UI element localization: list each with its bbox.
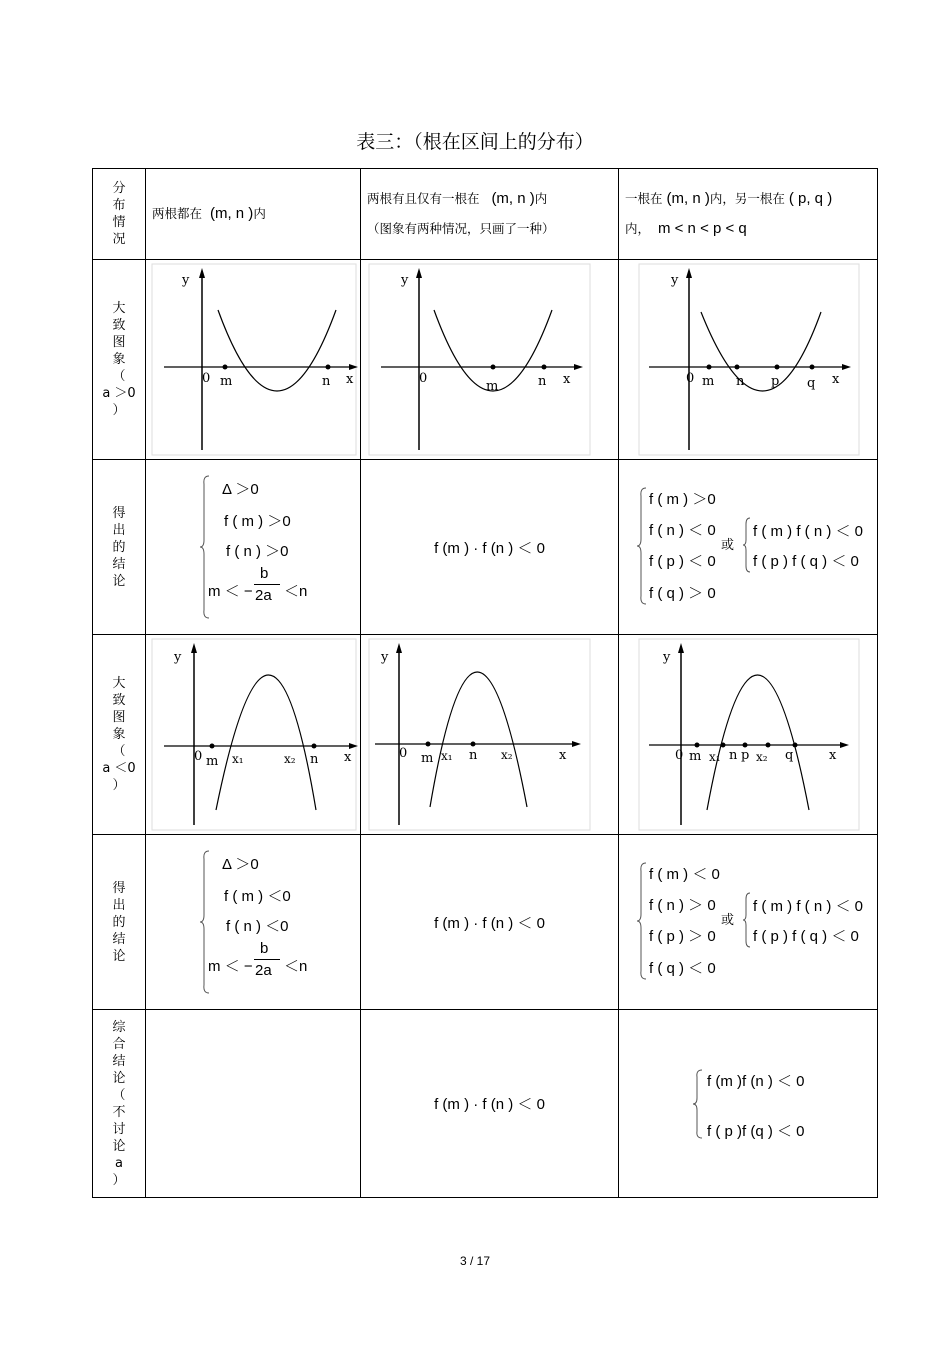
row-label-summary: 综 合 结 论 （ 不 讨 论 a ）: [93, 1010, 146, 1198]
svg-text:x₁: x₁: [232, 752, 244, 766]
condition-cell-pos-1: [146, 460, 361, 635]
condition-system-neg-3: f ( m ) ＜ 0 f ( n ) ＞ 0 f ( p ) ＞ 0 f ( q ) ＜ 0 或 f ( m ) f ( n ) ＜ 0 f ( p ) f ( q ) ＜ 0: [619, 847, 877, 997]
row-label-graph-a-negative: 大 致 图 象 （ a ＜0 ）: [93, 635, 146, 835]
condition-cell-pos-2: f (m ) · f (n ) ＜ 0: [361, 460, 619, 635]
svg-text:m: m: [206, 754, 219, 769]
header-col-one-root: 两根有且仅有一根在 (m, n )内 （图象有两种情况，只画了一种）: [361, 169, 619, 260]
svg-text:0: 0: [686, 371, 695, 386]
svg-text:0: 0: [419, 371, 428, 386]
svg-text:x: x: [829, 748, 837, 763]
header-col-both-roots: 两根都在 (m, n )内: [146, 169, 361, 260]
svg-text:y: y: [174, 650, 182, 665]
svg-text:x: x: [832, 372, 840, 387]
condition-system-neg-1: Δ ＞0 f ( m ) ＜0 f ( n ) ＜0 m ＜ − b 2a ＜n: [200, 847, 360, 997]
svg-text:x₁: x₁: [709, 750, 721, 764]
left-brace-icon: [743, 891, 751, 949]
svg-text:0: 0: [399, 746, 408, 761]
parabola-up-one-root-graph: [361, 260, 618, 459]
graph-cell-neg-2: [361, 635, 619, 835]
svg-text:m: m: [486, 379, 499, 394]
condition-system-pos-1: Δ ＞0 f ( m ) ＞0 f ( n ) ＞0 m ＜ − b 2a ＜n: [200, 472, 360, 622]
summary-row: [93, 1010, 878, 1198]
svg-text:0: 0: [675, 748, 684, 763]
svg-text:y: y: [182, 273, 190, 288]
graph-row-a-positive: [93, 260, 878, 460]
page-title: 表三：（根在区间上的分布）: [356, 131, 594, 153]
svg-text:q: q: [807, 376, 816, 391]
svg-text:0: 0: [202, 371, 211, 386]
svg-text:x: x: [344, 750, 352, 765]
svg-text:y: y: [663, 650, 671, 665]
condition-system-pos-3: f ( m ) ＞0 f ( n ) ＜ 0 f ( p ) ＜ 0 f ( q ) ＞ 0 或 f ( m ) f ( n ) ＜ 0 f ( p ) f ( q ) ＜ 0: [619, 472, 877, 622]
root-distribution-table: [92, 168, 878, 1198]
graph-cell-neg-3: [619, 635, 878, 835]
svg-text:n: n: [538, 374, 547, 389]
summary-cell-col2: f (m ) · f (n ) ＜ 0: [361, 1010, 619, 1198]
svg-text:y: y: [671, 273, 679, 288]
svg-text:m: m: [689, 749, 702, 764]
left-brace-icon: [637, 861, 647, 981]
parabola-up-two-intervals-graph: [619, 260, 877, 459]
condition-cell-neg-1: [146, 835, 361, 1010]
result-row-a-negative: [93, 835, 878, 1010]
svg-text:y: y: [401, 273, 409, 288]
header-row: [93, 169, 878, 260]
graph-row-a-negative: [93, 635, 878, 835]
page-number: 3 / 17: [459, 1254, 491, 1268]
svg-text:n: n: [322, 374, 331, 389]
parabola-down-both-roots-graph: [146, 635, 360, 834]
svg-text:0: 0: [194, 749, 203, 764]
svg-text:x: x: [563, 372, 571, 387]
svg-text:m: m: [702, 374, 715, 389]
graph-cell-pos-3: [619, 260, 878, 460]
parabola-down-two-intervals-graph: [619, 635, 877, 834]
summary-cell-empty: [146, 1010, 361, 1198]
svg-text:n: n: [310, 752, 319, 767]
svg-text:x: x: [346, 372, 354, 387]
graph-cell-pos-1: [146, 260, 361, 460]
graph-cell-neg-1: [146, 635, 361, 835]
condition-cell-neg-3: [619, 835, 878, 1010]
condition-cell-pos-3: [619, 460, 878, 635]
parabola-down-one-root-graph: [361, 635, 618, 834]
row-label-result-a-negative: 得 出 的 结 论: [93, 835, 146, 1010]
svg-text:q: q: [785, 748, 794, 763]
result-row-a-positive: [93, 460, 878, 635]
left-brace-icon: [693, 1068, 703, 1140]
header-col-separate-intervals: 一根在 (m, n )内，另一根在 ( p, q ) 内， m < n < p < q: [619, 169, 878, 260]
left-brace-icon: [743, 516, 751, 574]
svg-text:p: p: [741, 748, 750, 763]
left-brace-icon: [637, 486, 647, 606]
svg-text:n: n: [469, 748, 478, 763]
svg-text:y: y: [381, 650, 389, 665]
svg-text:x₂: x₂: [756, 750, 768, 764]
row-label-result-a-positive: 得 出 的 结 论: [93, 460, 146, 635]
svg-text:x₂: x₂: [284, 752, 296, 766]
svg-text:x: x: [559, 748, 567, 763]
row-label-graph-a-positive: 大 致 图 象 （ a ＞0 ）: [93, 260, 146, 460]
svg-text:x₂: x₂: [501, 748, 513, 762]
summary-system-col3: f (m )f (n ) ＜ 0 f ( p )f (q ) ＜ 0: [619, 1064, 877, 1144]
svg-text:n: n: [736, 374, 745, 389]
condition-cell-neg-2: f (m ) · f (n ) ＜ 0: [361, 835, 619, 1010]
svg-text:m: m: [220, 374, 233, 389]
svg-text:x₁: x₁: [441, 749, 453, 763]
graph-cell-pos-2: [361, 260, 619, 460]
svg-text:n: n: [729, 748, 738, 763]
summary-cell-col3: [619, 1010, 878, 1198]
row-label-header: 分 布 情 况: [93, 169, 146, 260]
svg-text:m: m: [421, 751, 434, 766]
svg-text:p: p: [771, 374, 780, 389]
parabola-up-both-roots-graph: [146, 260, 360, 459]
